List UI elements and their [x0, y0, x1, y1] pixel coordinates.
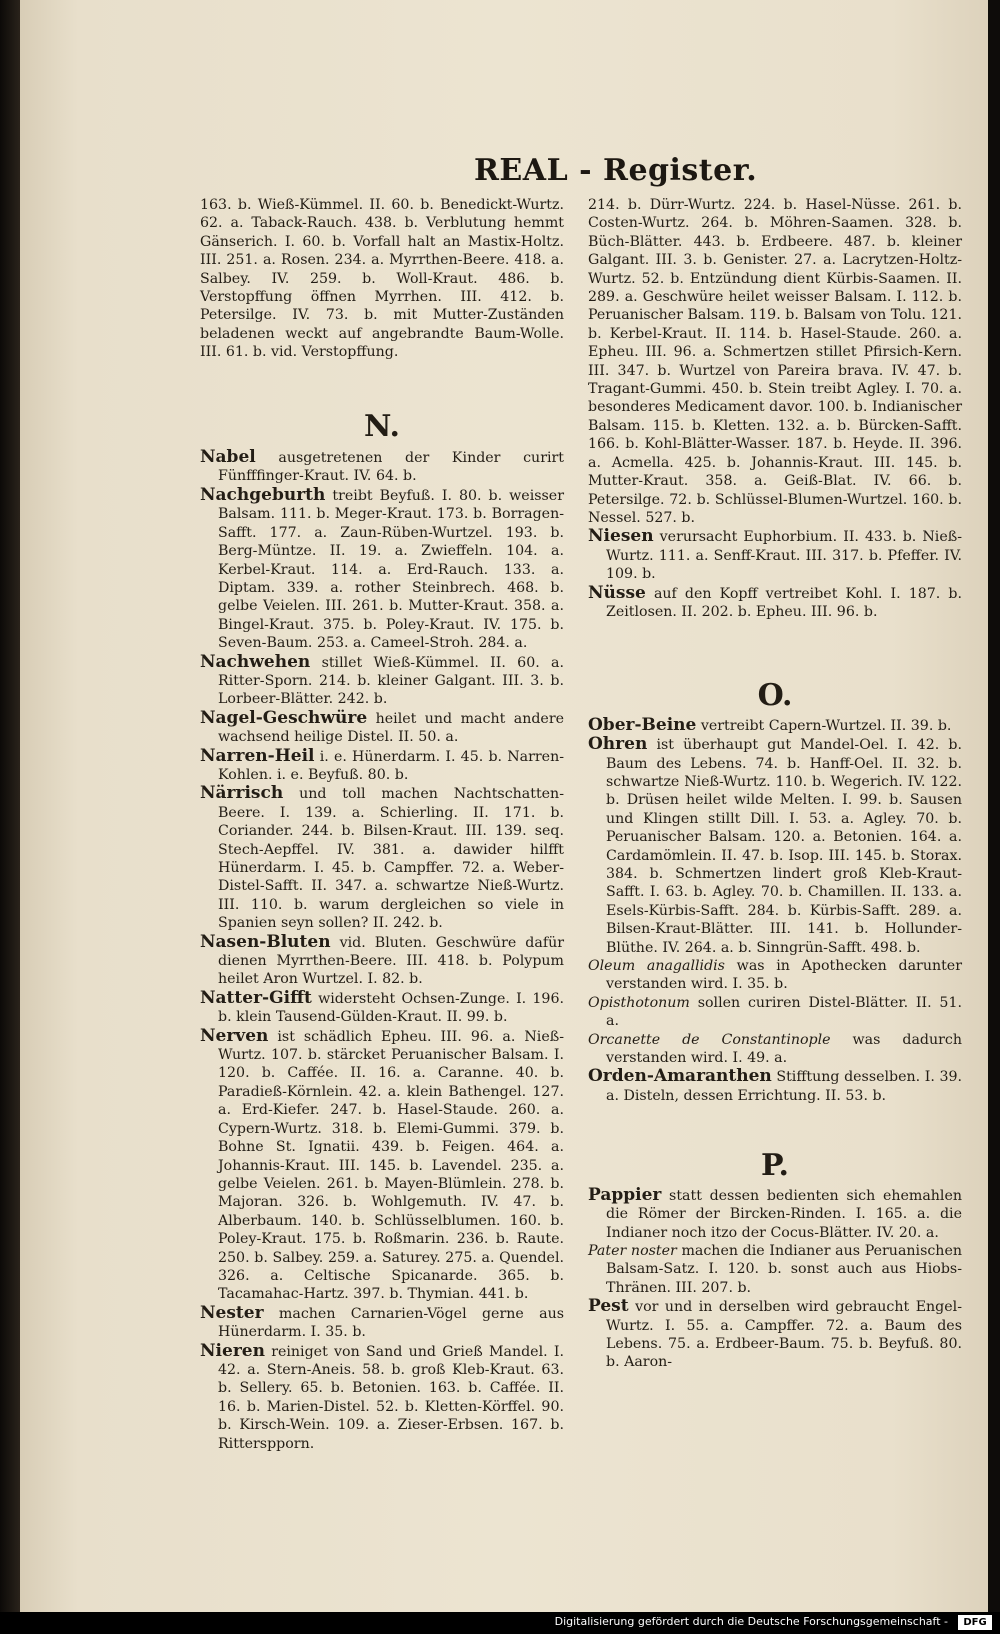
index-entry [200, 651, 564, 709]
index-entry [588, 582, 962, 622]
index-entry [588, 994, 963, 1031]
index-entry [588, 1242, 962, 1297]
left-column [200, 196, 564, 1453]
index-entry [200, 1340, 564, 1453]
section-heading-o: O. [757, 678, 793, 714]
entry-text: vor und in derselben wird gebraucht Engel-Wurtz. I. 55. a. Campffer. 72. a. Baum des Lebens. 75. a. Erdbeer-Baum. 75. b. Beyfuß. 80. b. Aaron- [606, 1299, 962, 1371]
continued-entry: 163. b. Wieß-Kümmel. II. 60. b. Benedickt-Wurtz. 62. a. Taback-Rauch. 438. b. Verblutung hemmt Gänserich. I. 60. b. Vorfall halt an Mastix-Holtz. III. 251. a. Rosen. 234. a. Myrrthen-Beere. 418. a. Salbey. IV. 259. b. Woll-Kraut. 486. b. Verstopffung öffnen Myrrhen. III. 412. b. Petersilge. IV. 73. b. mit Mutter-Zuständen beladenen weckt auf angebrandte Baum-Wolle. III. 61. b. vid. Verstopffung. [200, 197, 564, 361]
entry-text: machen die Indianer aus Peruanischen Balsam-Satz. I. 120. b. sonst auch aus Hiobs-Thränen. III. 207. b. [606, 1242, 962, 1296]
entry-headword: Pest [588, 1296, 629, 1317]
entry-text: vid. Bluten. Geschwüre dafür dienen Myrrthen-Beere. III. 418. b. Polypum heilet Aron Wurtzel. I. 82. b. [218, 934, 564, 988]
index-entry [588, 526, 962, 583]
entry-headword: Nerven [200, 1025, 269, 1046]
index-entry [588, 714, 962, 735]
entry-headword: Oleum anagallidis [588, 958, 725, 975]
right-entry-list-p [588, 1186, 962, 1372]
index-entry [200, 987, 564, 1027]
continued-entry: 214. b. Dürr-Wurtz. 224. b. Hasel-Nüsse. 261. b. Costen-Wurtz. 264. b. Möhren-Saamen. 328. b. Büch-Blätter. 443. b. Erdbeere. 487. b. kleiner Galgant. III. 3. b. Genister. 27. a. Lacrytzen-Holtz-Wurtz. 52. b. Entzündung dient Kürbis-Saamen. II. 289. a. Geschwüre heilet weisser Balsam. I. 112. b. Peruanischer Balsam. 119. b. Balsam von Tolu. 121. b. Kerbel-Kraut. II. 114. b. Hasel-Staude. 260. a. Epheu. III. 96. a. Schmertzen stillet Pfirsich-Kern. III. 347. b. Wurtzel von Pareira brava. IV. 47. b. Tragant-Gummi. 450. b. Stein treibt Agley. I. 70. a. besonderes Medicament davor. 100. b. Indianischer Balsam. 115. b. Kletten. 132. a. b. Bürcken-Safft. 166. b. Kohl-Blätter-Wasser. 187. b. Heyde. II. 396. a. Acmella. 425. b. Johannis-Kraut. III. 145. b. Mutter-Kraut. 358. a. Geiß-Blat. IV. 66. b. Petersilge. 72. b. Schlüssel-Blumen-Wurtzel. 160. b. Nessel. 527. b. [588, 197, 962, 526]
entry-headword: Nachgeburth [200, 484, 326, 505]
digitization-footer [0, 1612, 1000, 1634]
entry-text: sollen curiren Distel-Blätter. II. 51. a. [606, 994, 963, 1030]
entry-text: und toll machen Nachtschatten-Beere. I. 139. a. Schierling. II. 171. b. Coriander. 244. b. Bilsen-Kraut. III. 139. seq. Stech-Aepffel. IV. 381. a. dawider hilfft Hünerdarm. I. 45. b. Campffer. 72. a. Weber-Distel-Safft. II. 347. a. schwartze Nieß-Wurtz. III. 110. b. warum dergleichen so viele in Spanien seyn sollen? II. 242. b. [218, 786, 564, 932]
entry-text: reiniget von Sand und Grieß Mandel. I. 42. a. Stern-Aneis. 58. b. groß Kleb-Kraut. 63. b. Sellery. 65. b. Betonien. 163. b. Caffée. II. 16. b. Marien-Distel. 52. b. Kletten-Körffel. 90. b. Kirsch-Wein. 109. a. Zieser-Erbsen. 167. b. Ritterspporn. [218, 1343, 564, 1452]
entry-text: was dadurch verstanden wird. I. 49. a. [606, 1031, 962, 1067]
index-entry [588, 734, 962, 957]
entry-headword: Nüsse [588, 582, 646, 603]
entry-headword: Nagel-Geschwüre [200, 707, 368, 728]
entry-text: auf den Kopff vertreibet Kohl. I. 187. b. Zeitlosen. II. 202. b. Epheu. III. 96. b. [606, 585, 962, 620]
index-entry [200, 447, 564, 486]
index-entry [200, 931, 564, 989]
entry-text: ausgetretenen der Kinder curirt Fünfffinger-Kraut. IV. 64. b. [218, 450, 564, 485]
entry-headword: Ober-Beine [588, 714, 697, 735]
entry-headword: Niesen [588, 526, 654, 547]
section-heading-n: N. [364, 408, 400, 444]
entry-headword: Opisthotonum [588, 994, 690, 1011]
entry-headword: Natter-Gifft [200, 987, 312, 1008]
entry-headword: Närrisch [200, 783, 284, 804]
entry-text: widersteht Ochsen-Zunge. I. 196. b. klein Tausend-Gülden-Kraut. II. 99. b. [218, 990, 564, 1026]
index-entry [200, 707, 565, 747]
index-entry [588, 1031, 962, 1068]
index-entry [588, 1066, 963, 1105]
entry-text: was in Apothecken darunter verstanden wird. I. 35. b. [606, 958, 962, 993]
entry-text: Stifftung desselben. I. 39. a. Disteln, dessen Errichtung. II. 53. b. [606, 1069, 963, 1104]
entry-headword: Orden-Amaranthen [588, 1066, 772, 1087]
entry-headword: Nachwehen [200, 651, 311, 672]
right-entry-list-o [588, 716, 962, 1106]
entry-text: ist schädlich Epheu. III. 96. a. Nieß-Wurtz. 107. b. stärcket Peruanischer Balsam. I. 120. b. Caffée. II. 16. a. Caranne. 40. b. Paradieß-Körnlein. 42. a. klein Bathengel. 127. a. Erd-Kiefer. 247. b. Hasel-Staude. 260. a. Cypern-Wurtz. 318. b. Elemi-Gummi. 379. b. Bohne St. Ignatii. 439. b. Feigen. 464. a. Johannis-Kraut. III. 145. b. Lavendel. 235. a. gelbe Veielen. 261. b. Mayen-Blümlein. 278. b. Majoran. 326. b. Wohlgemuth. IV. 47. b. Alberbaum. 140. b. Schlüsselblumen. 160. b. Poley-Kraut. 175. b. Roßmarin. 236. b. Raute. 250. b. Salbey. 259. a. Saturey. 275. a. Quendel. 326. a. Celtische Spicanarde. 365. b. Tacamahac-Hartz. 397. b. Thymian. 441. b. [218, 1028, 565, 1303]
left-entry-list [200, 448, 564, 1453]
entry-text: statt dessen bedienten sich ehemahlen die Römer der Bircken-Rinden. I. 165. a. die Indianer noch itzo der Cocus-Blätter. IV. 20. a. [606, 1187, 962, 1241]
entry-text: heilet und macht andere wachsend heilige Distel. II. 50. a. [218, 710, 565, 746]
entry-headword: Ohren [588, 734, 648, 755]
entry-text: i. e. Hünerdarm. I. 45. b. Narren-Kohlen. i. e. Beyfuß. 80. b. [218, 748, 564, 783]
footer-credit: Digitalisierung gefördert durch die Deutsche Forschungsgemeinschaft - [554, 1615, 948, 1628]
right-column [588, 196, 962, 1372]
index-entry [200, 783, 564, 932]
binding-gutter [0, 0, 20, 1634]
index-entry [200, 1025, 565, 1304]
page-header: REAL - Register. [474, 153, 758, 188]
entry-headword: Nester [200, 1302, 264, 1323]
entry-headword: Orcanette de Constantinople [588, 1031, 831, 1048]
right-entry-list-n [588, 527, 962, 621]
page-edge [988, 0, 1000, 1612]
entry-headword: Nasen-Bluten [200, 931, 331, 952]
index-entry [588, 957, 962, 994]
index-entry [588, 1296, 962, 1372]
entry-text: verursacht Euphorbium. II. 433. b. Nieß-Wurtz. 111. a. Senff-Kraut. III. 317. b. Pfeffer. IV. 109. b. [606, 529, 962, 583]
entry-text: vertreibt Capern-Wurtzel. II. 39. b. [700, 717, 952, 734]
entry-headword: Nabel [200, 447, 256, 468]
entry-headword: Pappier [588, 1184, 662, 1205]
entry-headword: Pater noster [588, 1242, 677, 1259]
index-entry [200, 745, 564, 785]
entry-text: ist überhaupt gut Mandel-Oel. I. 42. b. Baum des Lebens. 74. b. Hanff-Oel. II. 32. b. schwartze Nieß-Wurtz. 110. b. Wegerich. IV. 122. b. Drüsen heilet wilde Melten. I. 99. b. Sausen und Klingen stillt Dill. I. 53. a. Agley. 70. b. Peruanischer Balsam. 120. a. Betonien. 164. a. Cardamömlein. II. 47. b. Isop. III. 145. b. Storax. 384. b. Schmertzen lindert groß Kleb-Kraut-Safft. I. 63. b. Agley. 70. b. Chamillen. II. 133. a. Esels-Kürbis-Safft. 284. b. Kürbis-Safft. 289. a. Bilsen-Kraut-Blätter. III. 141. b. Hollunder-Blüthe. IV. 264. a. b. Sinngrün-Safft. 498. b. [606, 737, 962, 956]
entry-text: treibt Beyfuß. I. 80. b. weisser Balsam. 111. b. Meger-Kraut. 173. b. Borragen-Safft. 177. a. Zaun-Rüben-Wurtzel. 193. b. Berg-Müntze. II. 19. a. Zwieffeln. 104. a. Kerbel-Kraut. 114. a. Erd-Rauch. 133. a. Diptam. 339. a. rother Steinbrech. 468. b. gelbe Veielen. III. 261. b. Mutter-Kraut. 358. a. Bingel-Kraut. 375. b. Poley-Kraut. IV. 175. b. Seven-Baum. 253. a. Cameel-Stroh. 284. a. [218, 487, 564, 652]
section-heading-p: P. [760, 1148, 790, 1184]
index-entry [200, 1302, 564, 1342]
dfg-logo: DFG [958, 1615, 992, 1630]
entry-headword: Nieren [200, 1340, 265, 1361]
index-entry [588, 1184, 962, 1242]
index-entry [200, 484, 564, 653]
entry-headword: Narren-Heil [200, 745, 315, 766]
entry-text: stillet Wieß-Kümmel. II. 60. a. Ritter-Sporn. 214. b. kleiner Galgant. III. 3. b. Lorbeer-Blätter. 242. b. [218, 654, 564, 708]
entry-text: machen Carnarien-Vögel gerne aus Hünerdarm. I. 35. b. [218, 1305, 564, 1341]
